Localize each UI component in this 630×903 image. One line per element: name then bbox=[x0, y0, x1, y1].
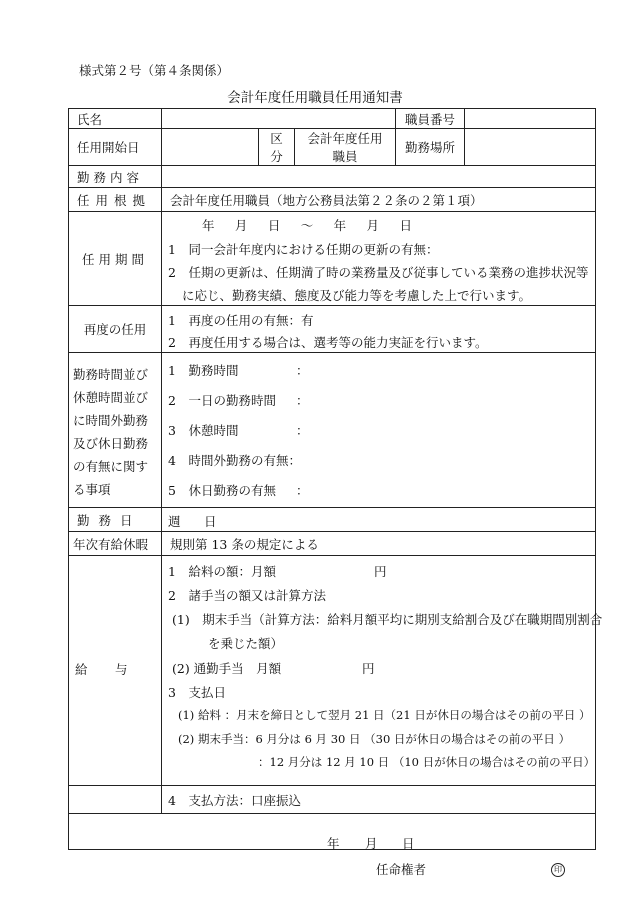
row-start-date bbox=[69, 129, 596, 166]
reappointment-label: 再度の任用 bbox=[69, 306, 162, 353]
row-footer bbox=[69, 814, 596, 850]
name-label bbox=[69, 109, 162, 129]
period-date-line bbox=[202, 216, 412, 234]
salary-item-3: 3 支払日 bbox=[168, 685, 226, 700]
row-annual-leave bbox=[69, 532, 596, 556]
hours-item-1: 1 勤務時間 ： bbox=[168, 363, 309, 378]
notice-form-table bbox=[68, 108, 603, 877]
salary-item-2-1a: (1) 期末手当（計算方法：給料月額平均に期別支給割合及び在職期間別割合 bbox=[172, 612, 603, 627]
name-field[interactable] bbox=[162, 109, 396, 129]
hours-item-2: 2 一日の勤務時間 ： bbox=[168, 393, 309, 408]
basis-label: 任用根拠 bbox=[69, 188, 162, 212]
seal-icon: 印 bbox=[551, 860, 565, 877]
work-days-label: 勤務日 bbox=[69, 508, 162, 532]
start-date-field[interactable] bbox=[162, 129, 259, 166]
salary-item-3-3: ：12 月分は 12 月 10 日 （10 日が休日の場合はその前の平日） bbox=[258, 755, 596, 769]
period-tilde: ～ bbox=[300, 218, 314, 233]
salary-item-2-1b: を乗じた額） bbox=[208, 636, 284, 651]
payment-method-label-cell bbox=[69, 786, 162, 814]
employee-no-field[interactable] bbox=[465, 109, 596, 129]
reappointment-item-1: 1 再度の任用の有無：有 bbox=[168, 313, 314, 328]
duties-label: 勤務内容 bbox=[69, 166, 162, 188]
footer-month: 月 bbox=[365, 836, 378, 851]
category-label: 区分 bbox=[259, 129, 295, 166]
salary-item-2: 2 諸手当の額又は計算方法 bbox=[168, 588, 326, 603]
footer-day: 日 bbox=[402, 836, 415, 851]
work-days-cell bbox=[162, 508, 596, 532]
hours-label-line-3: に時間外勤務 bbox=[73, 413, 149, 428]
salary-item-1: 1 給料の額：月額 bbox=[168, 564, 276, 579]
period-label: 任用期間 bbox=[69, 212, 162, 306]
salary-item-3-1: (1) 給料 ：月末を締日として翌月 21 日（21 日が休日の場合はその前の平日 ） bbox=[178, 708, 591, 722]
salary-label bbox=[69, 556, 162, 786]
period-cell bbox=[162, 212, 596, 306]
row-salary bbox=[69, 556, 596, 786]
salary-label-b: 与 bbox=[115, 662, 128, 677]
form-number-label: 様式第２号（第４条関係） bbox=[79, 63, 230, 78]
period-end-month: 月 bbox=[366, 218, 380, 233]
annual-leave-label: 年次有給休暇 bbox=[69, 532, 162, 556]
reappointment-item-2: 2 再度任用する場合は、選考等の能力実証を行います。 bbox=[168, 335, 488, 350]
start-date-label: 任用開始日 bbox=[69, 129, 162, 166]
hours-item-3: 3 休憩時間 ： bbox=[168, 423, 309, 438]
footer-appointer-label: 任命権者 bbox=[376, 862, 427, 877]
period-start-month: 月 bbox=[234, 218, 248, 233]
category-value: 会計年度任用職員 bbox=[295, 129, 396, 166]
work-days-week: 週 bbox=[168, 514, 181, 529]
annual-leave-value: 規則第 13 条の規定による bbox=[162, 532, 596, 556]
row-duties bbox=[69, 166, 596, 188]
work-days-day: 日 bbox=[204, 514, 217, 529]
working-hours-cell bbox=[162, 353, 596, 508]
hours-label-line-2: 休憩時間並び bbox=[73, 390, 149, 405]
period-item-2b: に応じ、勤務実績、態度及び能力等を考慮した上で行います。 bbox=[182, 288, 532, 303]
period-end-year: 年 bbox=[333, 218, 347, 233]
employee-no-label: 職員番号 bbox=[396, 109, 465, 129]
row-reappointment bbox=[69, 306, 596, 353]
salary-item-2-2-yen: 円 bbox=[362, 661, 375, 676]
period-item-1: 1 同一会計年度内における任期の更新の有無： bbox=[168, 242, 439, 257]
document-title: 会計年度任用職員任用通知書 bbox=[227, 90, 403, 106]
footer-year: 年 bbox=[327, 836, 340, 851]
row-name bbox=[69, 109, 596, 129]
basis-value: 会計年度任用職員（地方公務員法第２２条の２第１項） bbox=[162, 188, 596, 212]
hours-label-line-4: 及び休日勤務 bbox=[73, 436, 149, 451]
hours-item-5: 5 休日勤務の有無 ： bbox=[168, 483, 309, 498]
row-working-hours bbox=[69, 353, 596, 508]
workplace-label: 勤務場所 bbox=[396, 129, 465, 166]
hours-label-line-6: る事項 bbox=[73, 482, 111, 497]
row-work-days bbox=[69, 508, 596, 532]
working-hours-label bbox=[69, 353, 162, 508]
hours-item-4: 4 時間外勤務の有無： bbox=[168, 453, 301, 468]
hours-label-line-1: 勤務時間並び bbox=[73, 367, 149, 382]
salary-label-a: 給 bbox=[75, 662, 88, 677]
footer-cell bbox=[69, 814, 596, 877]
salary-item-3-2: (2) 期末手当：6 月分は 6 月 30 日 （30 日が休日の場合はその前の平日 ） bbox=[178, 732, 571, 746]
salary-item-1-yen: 円 bbox=[374, 564, 387, 579]
payment-method-value: 4 支払方法：口座振込 bbox=[162, 786, 596, 814]
workplace-field[interactable] bbox=[465, 129, 596, 166]
name-label-text bbox=[77, 110, 153, 128]
duties-field[interactable] bbox=[162, 166, 596, 188]
period-item-2a: 2 任期の更新は、任期満了時の業務量及び従事している業務の進捗状況等 bbox=[168, 265, 589, 280]
reappointment-cell bbox=[162, 306, 596, 353]
salary-item-2-2: (2) 通勤手当 月額 bbox=[172, 661, 282, 676]
hours-label-line-5: の有無に関す bbox=[73, 459, 149, 474]
row-basis bbox=[69, 188, 596, 212]
name-label-value: 氏名 bbox=[77, 111, 103, 127]
row-period bbox=[69, 212, 596, 306]
row-payment-method bbox=[69, 786, 596, 814]
period-end-day: 日 bbox=[399, 218, 412, 233]
period-start-year: 年 bbox=[202, 218, 215, 233]
salary-cell bbox=[162, 556, 603, 786]
period-start-day: 日 bbox=[267, 218, 281, 233]
